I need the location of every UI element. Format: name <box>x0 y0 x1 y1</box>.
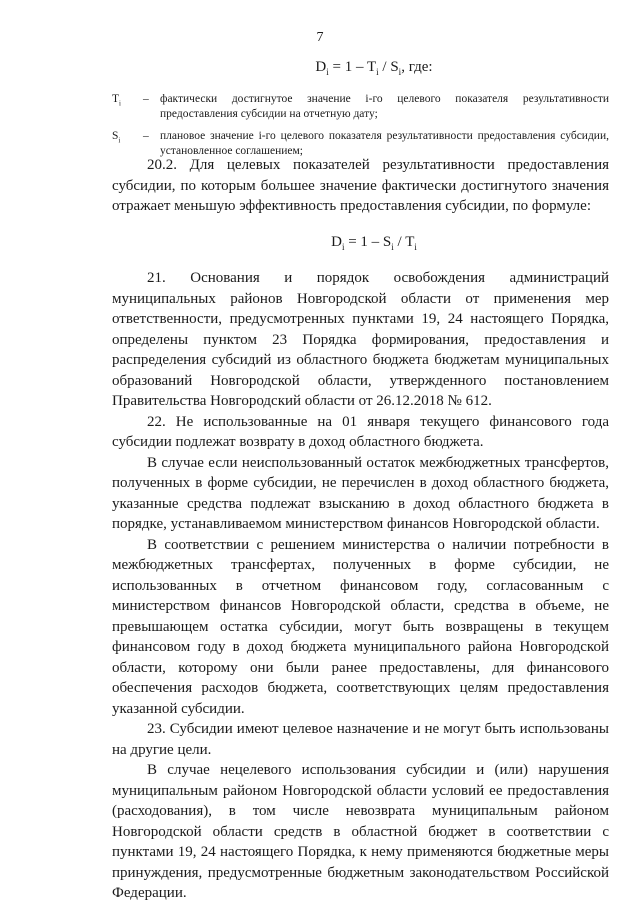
paragraph-20-2: 20.2. Для целевых показателей результативности предоставления субсидии, по которым большее значение фактически достигнутого значения отражает меньшую эффективность предоставления субсидии, по формуле: <box>112 157 609 214</box>
definition-s: $S_i$ – плановое значение i-го целевого показателя результативности предоставления субсидии, установленное соглашением; <box>112 130 609 157</box>
formula-di-1: $D_i = 1 - T_i / S_i$, где: <box>315 59 433 77</box>
paragraph-23-misuse: В случае нецелевого использования субсидии и (или) нарушения муниципальным районом Новгородской области условий ее предоставления (расходования), в том числе невозврата муниципальным районом Новгородской области средств в областной бюджет в соответствии с пунктами 19, 24 настоящего Порядка, к нему применяются бюджетные меры принуждения, предусмотренные бюджетным законодательством Российской Федерации. <box>112 762 609 901</box>
paragraph-22-refund: В случае если неиспользованный остаток межбюджетных трансфертов, полученных в форме субсидии, не перечислен в доход областного бюджета, указанные средства подлежат взысканию в доход областного бюджета в порядке, устанавливаемом министерством финансов Новгородской области. <box>112 454 609 532</box>
main-text <box>112 268 609 904</box>
definition-t: $T_i$ – фактически достигнутое значение i-го целевого показателя результативности предоставления субсидии на отчетную дату; <box>112 93 609 120</box>
formula-di-2: $D_i = 1 - S_i / T_i$ <box>331 234 417 252</box>
paragraph-22-return: В соответствии с решением министерства о наличии потребности в межбюджетных трансфертах, полученных в форме субсидии, не использованных в отчетном финансовом году, согласованным с министерством финансов Новгородской области, средства в объеме, не превышающем остатка субсидии, могут быть возвращены в текущем финансовом году в доход бюджета муниципального района Новгородской области, которому они были ранее предоставлены, для финансового обеспечения расходов бюджета, соответствующих целям предоставления указанной субсидии. <box>112 536 609 717</box>
section-20-2 <box>112 155 609 217</box>
definition-text: фактически достигнутое значение i-го целевого показателя результативности предоставления субсидии на отчетную дату; <box>160 93 609 120</box>
definition-text: плановое значение i-го целевого показателя результативности предоставления субсидии, установленное соглашением; <box>160 130 609 157</box>
paragraph-21: 21. Основания и порядок освобождения администраций муниципальных районов Новгородской области от применения мер ответственности, предусмотренных пунктами 19, 24 настоящего Порядка, определены пунктом 23 Порядка формирования, предоставления и распределения субсидий из областного бюджета бюджетам муниципальных образований Новгородской области, утвержденного постановлением Правительства Новгородский области от 26.12.2018 № 612. <box>112 270 609 409</box>
paragraph-22: 22. Не использованные на 01 января текущего финансового года субсидии подлежат возврату в доход областного бюджета. <box>112 413 609 450</box>
page-number: 7 <box>316 30 324 45</box>
paragraph-23: 23. Субсидии имеют целевое назначение и не могут быть использованы на другие цели. <box>112 721 609 758</box>
